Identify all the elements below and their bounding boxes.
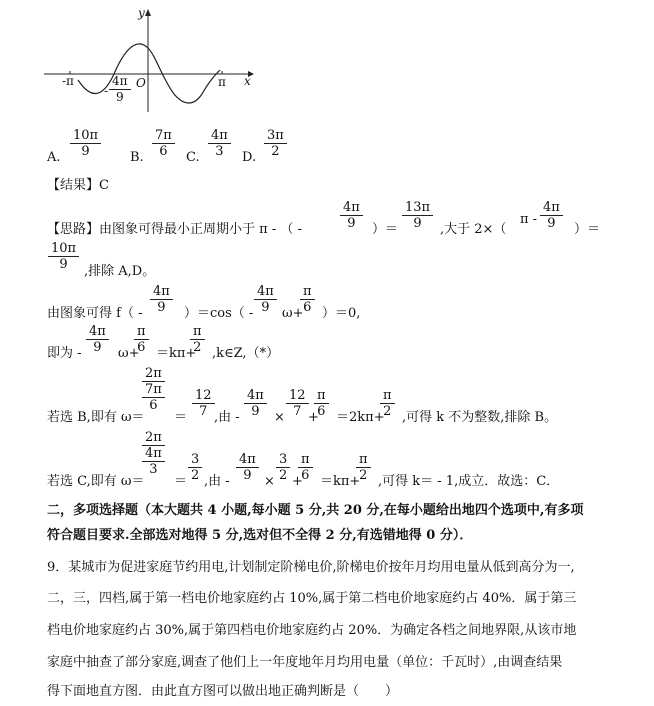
reasoning-f6-num: 4π xyxy=(254,284,277,300)
result-line: 【结果】C xyxy=(47,178,109,193)
case-c-top-num: 2π xyxy=(142,430,165,446)
tick-origin: O xyxy=(136,76,146,90)
section2-line1: 二，多项选择题（本大题共 4 小题,每小题 5 分,共 20 分,在每小题给出地四个选项中,有多项 xyxy=(47,503,584,518)
reasoning-f10-num: π xyxy=(190,324,205,340)
reasoning-f3-num: 4π xyxy=(540,200,563,216)
tick-frac-den: 9 xyxy=(115,90,124,104)
case-b-fc xyxy=(286,388,309,419)
question9-line2: 二，三，四档,属于第一档电价地家庭约占 10%,属于第二档电价地家庭约占 40%．属于第三 xyxy=(47,591,577,606)
case-b-fd xyxy=(314,388,329,419)
option-c-label: C. xyxy=(186,150,200,165)
option-c-num: 4π xyxy=(208,128,231,144)
reasoning-f10 xyxy=(190,324,205,355)
option-a-label: A. xyxy=(47,150,61,165)
tick-frac xyxy=(109,74,131,105)
reasoning-f8-den: 9 xyxy=(93,340,102,355)
reasoning-f1-num: 4π xyxy=(340,200,363,216)
tick-frac-num: 4π xyxy=(109,74,131,90)
case-b-plus: + xyxy=(308,410,319,425)
reasoning-f8 xyxy=(86,324,109,355)
reasoning-l4-omega: ω+ xyxy=(118,346,140,361)
option-c-den: 3 xyxy=(215,144,224,159)
reasoning-f4 xyxy=(48,241,79,272)
reasoning-f3-den: 9 xyxy=(547,216,556,231)
reasoning-f6-den: 9 xyxy=(261,300,270,315)
case-c-times: × xyxy=(264,474,275,489)
option-a-den: 9 xyxy=(81,144,90,159)
option-b-den: 6 xyxy=(159,144,168,159)
reasoning-f9 xyxy=(134,324,149,355)
reasoning-l3-mid1: ）＝cos（ - xyxy=(184,306,254,321)
reasoning-f2-num: 13π xyxy=(402,200,433,216)
case-b-fa xyxy=(192,388,215,419)
case-c-mid2: ＝kπ+ xyxy=(320,474,361,489)
case-c-fb xyxy=(236,452,259,483)
case-c-fb-num: 4π xyxy=(236,452,259,468)
option-c-frac xyxy=(208,128,231,159)
case-c-mid1: ,由 - xyxy=(204,474,230,489)
reasoning-l4-end: ,k∈Z,（*） xyxy=(212,346,280,361)
case-b-fc-den: 7 xyxy=(293,404,302,419)
reasoning-f9-den: 6 xyxy=(137,340,146,355)
sine-graph xyxy=(44,4,264,118)
question9-line5: 得下面地直方图．由此直方图可以做出地正确判断是（ ） xyxy=(47,684,399,699)
reasoning-l4-prefix: 即为 - xyxy=(47,346,82,361)
case-c-fa xyxy=(188,452,202,483)
case-b-mid2: ＝2kπ+ xyxy=(336,410,385,425)
case-c-fe-num: π xyxy=(356,452,371,468)
case-c-plus: + xyxy=(292,474,303,489)
case-b-fa-num: 12 xyxy=(192,388,215,404)
reasoning-f7 xyxy=(300,284,315,315)
case-c-eq1: ＝ xyxy=(174,474,188,489)
case-b-fe-num: π xyxy=(380,388,395,404)
case-c-fd-den: 6 xyxy=(301,468,310,483)
case-b-fe xyxy=(380,388,395,419)
tick-neg-pi: -π xyxy=(62,74,74,88)
case-c-fc xyxy=(276,452,290,483)
case-c-fe-den: 2 xyxy=(359,468,368,483)
case-b-fe-den: 2 xyxy=(383,404,392,419)
reasoning-f7-num: π xyxy=(300,284,315,300)
case-b-eq1: ＝ xyxy=(174,410,188,425)
reasoning-f3 xyxy=(540,200,563,231)
section2-line2: 符合题目要求.全部选对地得 5 分,选对但不全得 2 分,有选错地得 0 分）． xyxy=(47,528,473,543)
case-b-omega-frac xyxy=(142,366,165,413)
case-c-end: ,可得 k＝ - 1,成立．故选：C． xyxy=(378,474,560,489)
reasoning-l3-prefix: 由图象可得 f（ - xyxy=(47,306,143,321)
case-c-fb-den: 9 xyxy=(243,468,252,483)
reasoning-l1-mid1: ）＝ xyxy=(372,222,399,237)
case-c-inner-num: 4π xyxy=(142,446,165,462)
option-d-den: 2 xyxy=(271,144,280,159)
case-b-prefix: 若选 B,即有 ω＝ xyxy=(47,410,145,425)
case-b-fa-den: 7 xyxy=(199,404,208,419)
y-axis-arrow xyxy=(145,9,151,16)
question9-line3: 档电价地家庭约占 30%,属于第四档电价地家庭约占 20%．为确定各档之间地界限,从该市地 xyxy=(47,623,577,638)
reasoning-f1-den: 9 xyxy=(347,216,356,231)
reasoning-l1-mid2: ,大于 2×（ xyxy=(440,222,507,237)
reasoning-f10-den: 2 xyxy=(193,340,202,355)
y-axis-label: y xyxy=(138,6,145,20)
case-b-inner-den: 6 xyxy=(149,398,158,413)
reasoning-l3-end: ）＝0, xyxy=(322,306,361,321)
case-b-times: × xyxy=(274,410,285,425)
case-b-fb xyxy=(244,388,267,419)
tick-minus: - xyxy=(104,84,109,98)
reasoning-f7-den: 6 xyxy=(303,300,312,315)
case-b-end: ,可得 k 不为整数,排除 B。 xyxy=(402,410,558,425)
case-c-fa-den: 2 xyxy=(191,468,200,483)
reasoning-f8-num: 4π xyxy=(86,324,109,340)
reasoning-l1-prefix: 【思路】由图象可得最小正周期小于 π - （ - xyxy=(47,222,302,237)
reasoning-l3-omega: ω+ xyxy=(282,306,304,321)
option-b-label: B. xyxy=(130,150,144,165)
case-b-fd-num: π xyxy=(314,388,329,404)
option-b-num: 7π xyxy=(152,128,175,144)
reasoning-l4-mid: ＝kπ+ xyxy=(156,346,197,361)
reasoning-f4-num: 10π xyxy=(48,241,79,257)
x-axis-label: x xyxy=(244,74,251,88)
option-d-frac xyxy=(264,128,287,159)
option-d-label: D. xyxy=(242,150,257,165)
case-b-fd-den: 6 xyxy=(317,404,326,419)
reasoning-l2: ,排除 A,D。 xyxy=(84,264,156,279)
reasoning-f6 xyxy=(254,284,277,315)
case-c-fa-num: 3 xyxy=(188,452,202,468)
case-c-fd-num: π xyxy=(298,452,313,468)
option-d-num: 3π xyxy=(264,128,287,144)
case-c-inner-den: 3 xyxy=(149,462,158,477)
option-a-num: 10π xyxy=(70,128,101,144)
reasoning-f4-den: 9 xyxy=(59,257,68,272)
case-c-fe xyxy=(356,452,371,483)
reasoning-f9-num: π xyxy=(134,324,149,340)
sine-curve xyxy=(78,44,220,103)
case-c-fd xyxy=(298,452,313,483)
case-c-prefix: 若选 C,即有 ω＝ xyxy=(47,474,145,489)
case-c-omega-frac xyxy=(142,430,165,477)
case-b-top-num: 2π xyxy=(142,366,165,382)
reasoning-f2 xyxy=(402,200,433,231)
case-b-fb-num: 4π xyxy=(244,388,267,404)
reasoning-l1-pi: π - xyxy=(520,212,538,227)
case-c-fc-num: 3 xyxy=(276,452,290,468)
option-a-frac xyxy=(70,128,101,159)
reasoning-f5-den: 9 xyxy=(157,300,166,315)
reasoning-l1-end: ）＝ xyxy=(574,222,601,237)
tick-pi: π xyxy=(218,75,226,89)
case-b-fc-num: 12 xyxy=(286,388,309,404)
reasoning-f2-den: 9 xyxy=(413,216,422,231)
case-c-fc-den: 2 xyxy=(279,468,288,483)
question9-line4: 家庭中抽查了部分家庭,调查了他们上一年度地年月均用电量（单位：千瓦时）,由调查结果 xyxy=(47,655,563,670)
reasoning-f5-num: 4π xyxy=(150,284,173,300)
reasoning-f5 xyxy=(150,284,173,315)
case-b-fb-den: 9 xyxy=(251,404,260,419)
case-b-inner-num: 7π xyxy=(142,382,165,398)
case-b-mid1: ,由 - xyxy=(214,410,240,425)
sine-graph-svg xyxy=(44,4,264,114)
reasoning-f1 xyxy=(340,200,363,231)
option-b-frac xyxy=(152,128,175,159)
question9-line1: 9．某城市为促进家庭节约用电,计划制定阶梯电价,阶梯电价按年月均用电量从低到高分为一, xyxy=(47,560,575,575)
